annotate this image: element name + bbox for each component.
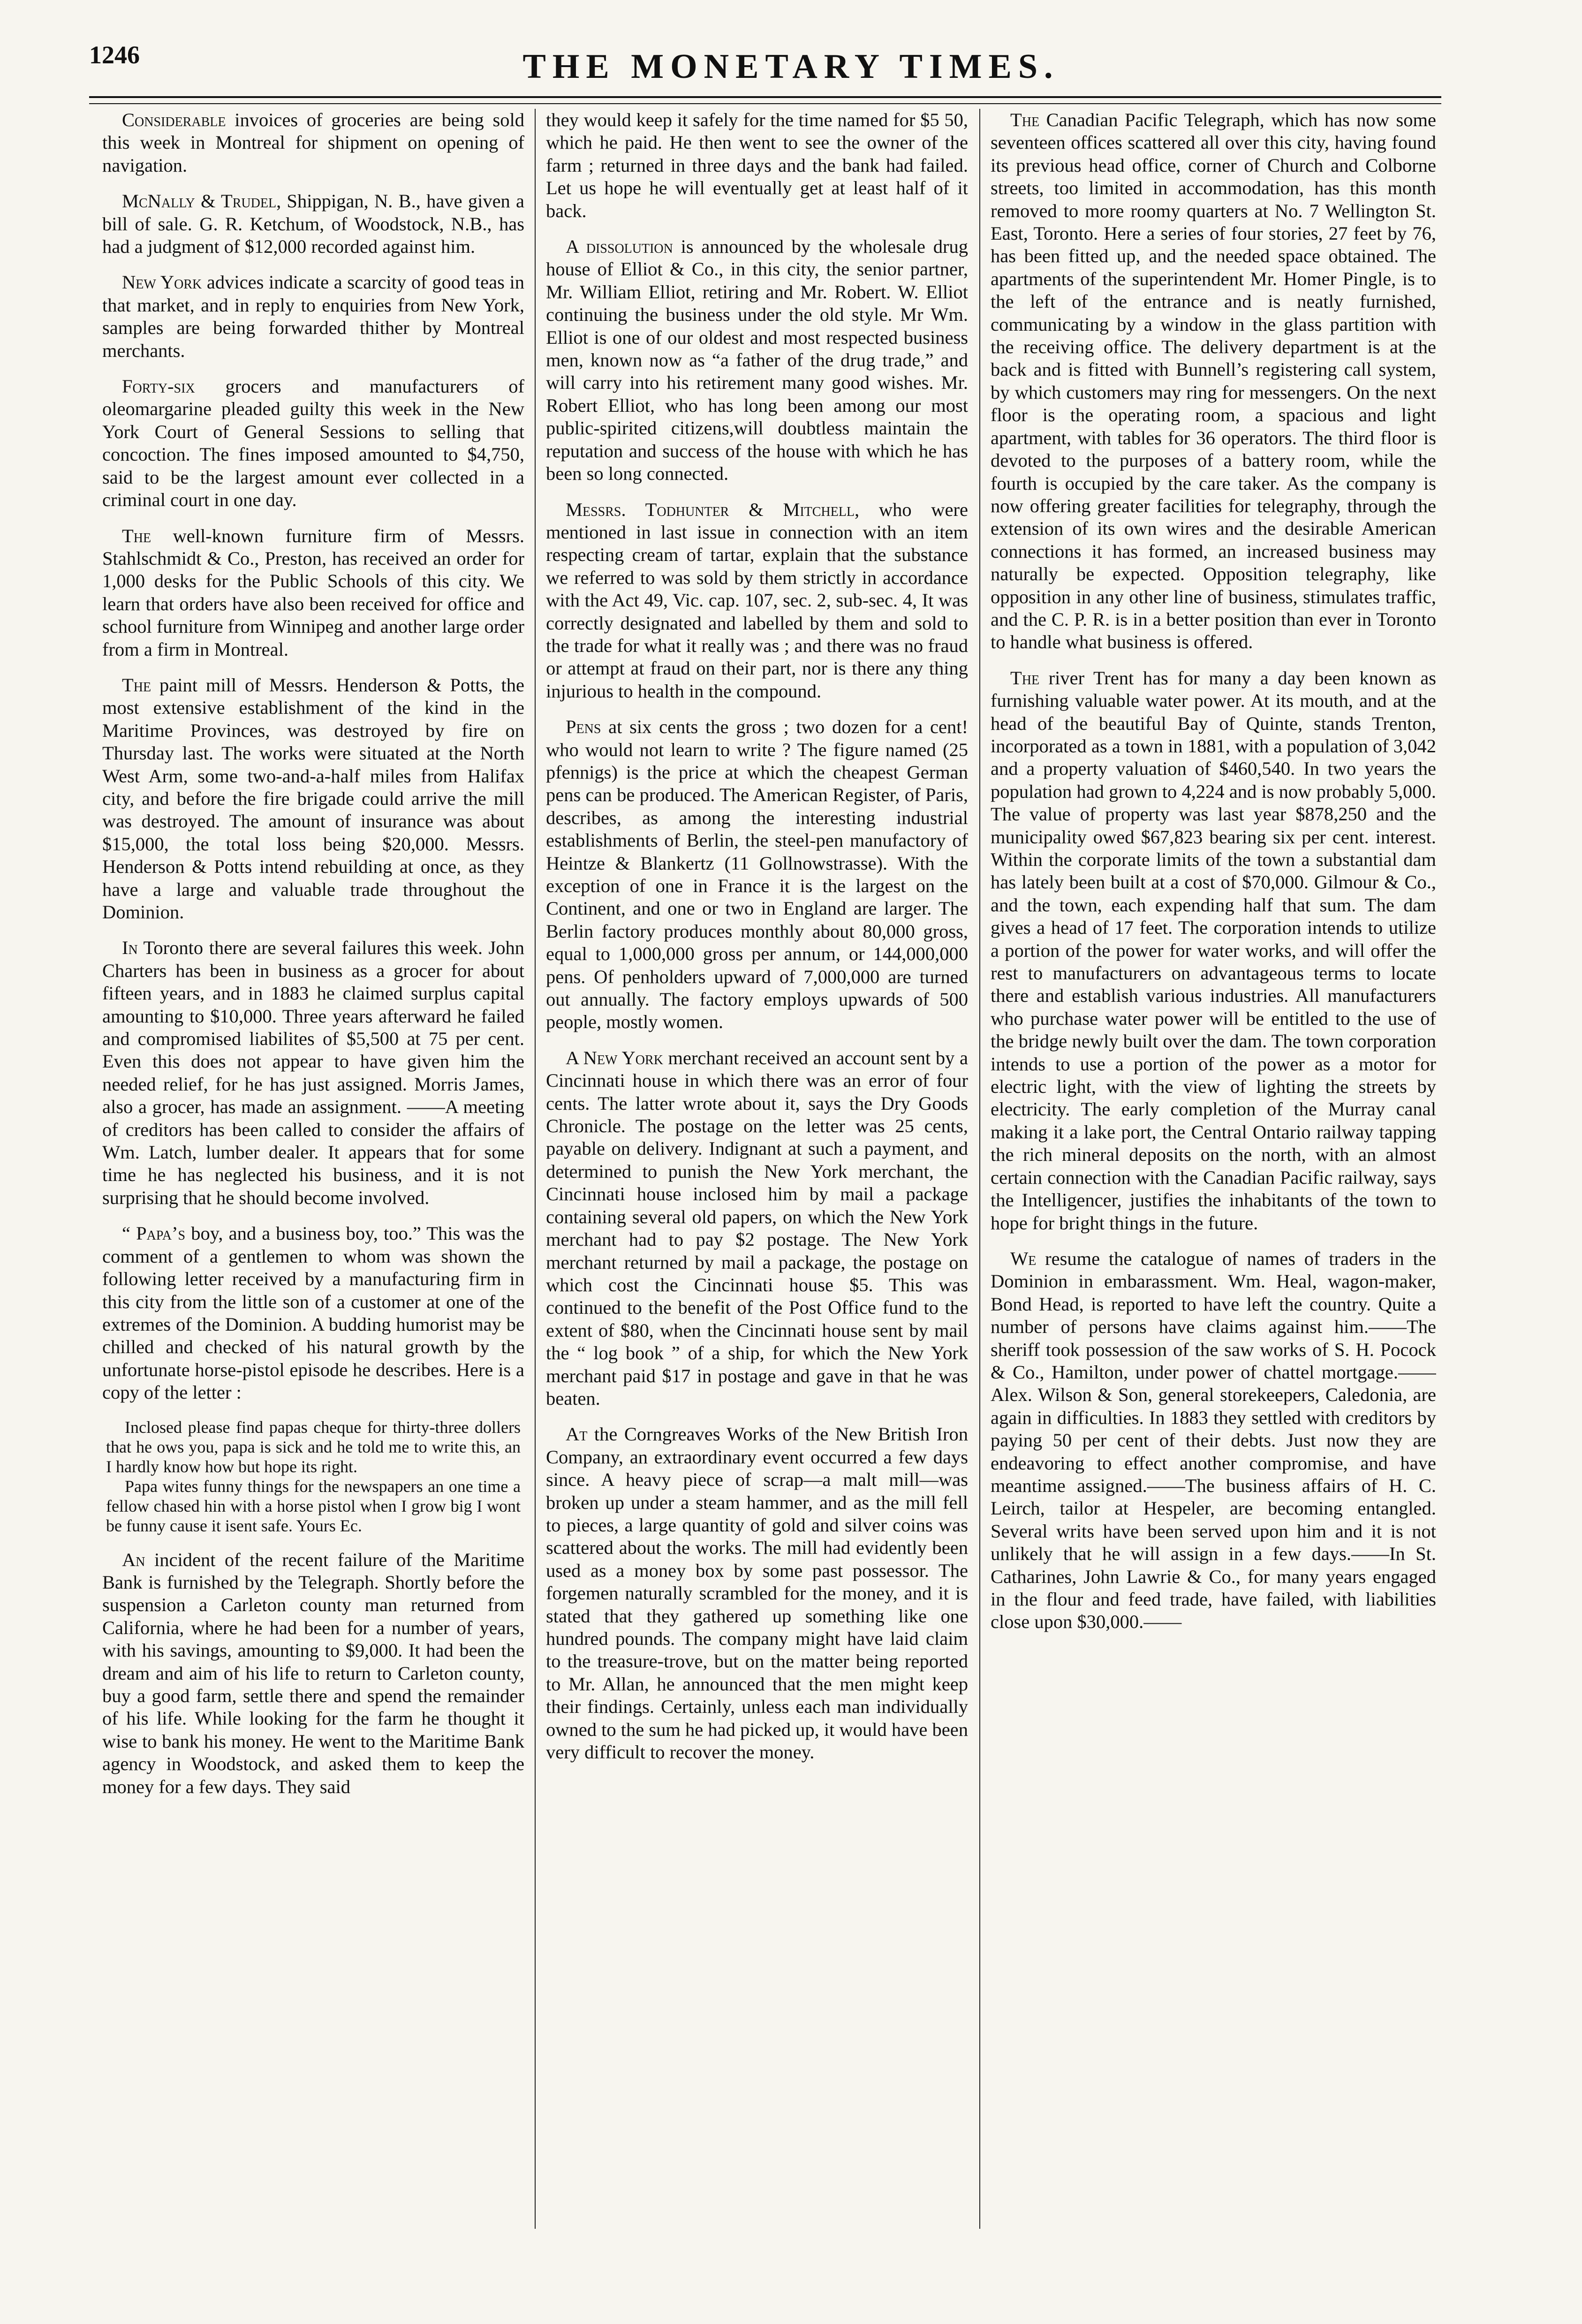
article-text: Canadian Pacific Telegraph, which has now some seventeen offices scattered all over this city, having found its previous head office, corner of Church and Colborne streets, too limited in accommodation, has this month removed to more roomy quarters at No. 7 Wellington St. East, Toronto. Here a series of four stories, 27 feet by 76, has been fitted up, and the needed space obtained. The apartments of the superintendent Mr. Homer Pingle, is to the left of the entrance and is neatly furnished, communicating by a window in the glass partition with the receiving office. The delivery department is at the back and is fitted with Bunnell’s registering call system, by which customers may ring for messengers. On the next floor is the operating room, a spacious and light apartment, with tables for 36 operators. The third floor is devoted to the purposes of a battery room, while the fourth is occupied by the care taker. As the company is now offering greater facilities for telegraphy, through the extension of its own wires and the desirable American connections it has formed, an increased business may naturally be expected. Opposition telegraphy, like opposition in any other line of business, stimulates traffic, and the C. P. R. is in a better position than ever in Toronto to handle what business is offered. xyxy=(991,109,1436,653)
article-text: incident of the recent failure of the Maritime Bank is furnished by the Telegraph. Shortly before the suspension a Carleton county man returned from California, where he had been for a number of years, with his savings, amounting to $9,000. It had been the dream and aim of his life to return to Carleton county, buy a good farm, settle there and spend the remainder of his life. While looking for the farm he thought it wise to bank his money. He went to the Maritime Bank agency in Woodstock, and asked them to keep the money for a few days. They said xyxy=(102,1549,524,1797)
header-rule-thin xyxy=(89,103,1441,104)
article-paragraph xyxy=(546,1047,968,1410)
article-lead: Forty-six xyxy=(122,376,195,397)
article-text: river Trent has for many a day been known as furnishing valuable water power. At its mouth, and at the head of the beautiful Bay of Quinte, stands Trenton, incorporated as a town in 1881, with a population of 3,042 and a property valuation of $460,540. In two years the population had grown to 4,224 and is now probably 5,000. The value of property was last year $878,250 and the municipality owed $67,823 bearing six per cent. interest. Within the corporate limits of the town a substantial dam has lately been built at a cost of $70,000. Gilmour & Co., and the town, each expending half that sum. The dam gives a head of 17 feet. The corporation intends to utilize a portion of the power for water works, and will offer the rest to manufacturers on advantageous terms to locate there and establish various industries. All manufacturers who purchase water power will be entitled to the use of the bridge newly built over the dam. The town corporation intends to use a portion of the power as a motor for electric light, with the view of lighting the streets by electricity. The early completion of the Murray canal making it a lake port, the Central Ontario railway tapping the rich mineral deposits on the north, with an almost certain connection with the Canadian Pacific railway, says the Intelligencer, justifies the inhabitants of the town to hope for bright things in the future. xyxy=(991,667,1436,1234)
article-paragraph xyxy=(102,937,524,1209)
article-lead: Pens xyxy=(566,716,601,738)
masthead-title: THE MONETARY TIMES. xyxy=(522,47,1060,86)
header-rule xyxy=(89,96,1441,98)
article-paragraph xyxy=(546,499,968,703)
article-paragraph xyxy=(102,271,524,362)
article-text: who were mentioned in last issue in connection with an item respecting cream of tartar, explain that the substance we referred to was sold by them strictly in accordance with the Act 49, Vic. cap. 107, sec. 2, sub-sec. 4, It was correctly designated and labelled by them and sold to the trade for what it really was ; and there was no fraud or attempt at fraud on their part, nor is there any thing injurious to health in the compound. xyxy=(546,499,968,702)
column-divider xyxy=(979,109,980,2229)
article-lead: We xyxy=(1010,1248,1037,1269)
article-lead: The xyxy=(1010,667,1040,689)
article-lead: New York xyxy=(122,272,202,293)
article-text: merchant received an account sent by a Cincinnati house in which there was an error of four cents. The latter wrote about it, says the Dry Goods Chronicle. The postage on the letter was 25 cents, payable on delivery. Indignant at such a payment, and determined to punish the New York merchant, the Cincinnati house inclosed him by mail a package containing several old papers, on which the New York merchant had to pay $2 postage. The New York merchant returned by mail a package, the postage on which cost the Cincinnati house $5. This was continued to the benefit of the Post Office fund to the extent of $80, when the Cincinnati house sent by mail the “ log book ” of a ship, for which the New York merchant paid $17 in postage and gave in that he was beaten. xyxy=(546,1047,968,1409)
article-text: grocers and manufacturers of oleomargarine pleaded guilty this week in the New York Court of General Sessions to selling that concoction. The fines imposed amounted to $4,750, said to be the largest amount ever collected in a criminal court in one day. xyxy=(102,376,524,511)
article-lead: “ Papa’s xyxy=(122,1223,186,1244)
article-paragraph xyxy=(546,1423,968,1764)
col1-tail-articles xyxy=(102,1549,524,1798)
article-paragraph xyxy=(991,1248,1436,1634)
article-paragraph xyxy=(991,667,1436,1234)
article-text: at six cents the gross ; two dozen for a cent! who would not learn to write ? The figure named (25 pfennigs) is the price at which the cheapest German pens can be produced. The American Register, of Paris, describes, as among the interesting industrial establishments of Berlin, the steel-pen manufactory of Heintze & Blankertz (11 Gollnowstrasse). With the exception of one in France it is the largest on the Continent, and one or two in England are larger. The Berlin factory produces monthly about 80,000 gross, equal to 1,000,000 gross per annum, or 144,000,000 pens. Of penholders upward of 7,000,000 are turned out annually. The factory employs upwards of 500 people, mostly women. xyxy=(546,716,968,1033)
article-paragraph xyxy=(991,109,1436,654)
column-2 xyxy=(546,109,968,2229)
article-lead: In xyxy=(122,937,138,959)
article-text: the Corngreaves Works of the New British Iron Company, an extraordinary event occurred a few days since. A heavy piece of scrap—a malt mill—was broken up under a steam hammer, and as the mill fell to pieces, a large quantity of gold and silver coins was scattered about the works. The mill had evidently been used as a money box by some past possessor. The forgemen naturally scrambled for the money, and it is stated that they gathered up something like one hundred pounds. The company might have laid claim to the treasure-trove, but on the matter being reported to Mr. Allan, he announced that the men might keep their findings. Certainly, unless each man individually owned to the sum he had picked up, it would have been very difficult to recover the money. xyxy=(546,1423,968,1763)
article-paragraph xyxy=(102,1222,524,1404)
article-paragraph xyxy=(102,375,524,511)
article-paragraph xyxy=(102,109,524,177)
article-text: Toronto there are several failures this week. John Charters has been in business as a grocer for about fifteen years, and in 1883 he claimed surplus capital amounting to $10,000. Three years afterward he failed and compromised liabilites of $5,500 at 75 per cent. Even this does not appear to have given him the needed relief, for he has just assigned. Morris James, also a grocer, has made an assignment. ——A meeting of creditors has been called to consider the affairs of Wm. Latch, lumber dealer. It appears that for some time he has neglected his business, and it is not surprising that he should become involved. xyxy=(102,937,524,1208)
article-lead: Messrs. Todhunter & Mitchell, xyxy=(566,499,860,520)
article-paragraph xyxy=(102,190,524,258)
article-lead: The xyxy=(122,525,151,546)
article-text: paint mill of Messrs. Henderson & Potts, the most extensive establishment of the kind in the Maritime Provinces, was destroyed by fire on Thursday last. The works were situated at the North West Arm, some two-and-a-half miles from Halifax city, and before the fire brigade could arrive the mill was destroyed. The amount of insurance was about $15,000, the total loss being $20,000. Messrs. Henderson & Potts intend rebuilding at once, as they have a large and valuable trade throughout the Dominion. xyxy=(102,674,524,923)
article-lead: An xyxy=(122,1549,145,1570)
letter-quote xyxy=(102,1417,524,1536)
article-paragraph xyxy=(102,1549,524,1798)
article-lead: A dissolution xyxy=(566,236,673,257)
column-divider xyxy=(535,109,536,2229)
column-1 xyxy=(102,109,524,2229)
article-paragraph xyxy=(102,525,524,661)
article-text: boy, and a business boy, too.” This was the comment of a gentlemen to whom was shown the following letter received by a manufacturing firm in this city from the little son of a customer at one of the extremes of the Dominion. A budding humorist may be chilled and checked of his natural growth by the unfortunate horse-pistol episode he describes. Here is a copy of the letter : xyxy=(102,1223,524,1403)
article-paragraph xyxy=(546,109,968,222)
article-text: is announced by the wholesale drug house of Elliot & Co., in this city, the senior partner, Mr. William Elliot, retiring and Mr. Robert. W. Elliot continuing the business under the old style. Mr Wm. Elliot is one of our oldest and most respected business men, known now as “a father of the drug trade,” and will carry into his retirement many good wishes. Mr. Robert Elliot, who has long been among our most public-spirited citizens,will doubtless maintain the reputation and success of the house with which he has been so long connected. xyxy=(546,236,968,484)
letter-line: Inclosed please find papas cheque for thirty-three dollers that he ows you, papa is sick and he told me to write this, an I hardly know how but hope its right. xyxy=(106,1417,521,1476)
article-text: advices indicate a scarcity of good teas in that market, and in reply to enquiries from New York, samples are being forwarded thither by Montreal merchants. xyxy=(102,272,524,361)
article-lead: McNally & Trudel, xyxy=(122,190,281,212)
col3-articles xyxy=(991,109,1436,1634)
article-paragraph xyxy=(546,716,968,1034)
page-number: 1246 xyxy=(89,41,140,69)
column-3 xyxy=(991,109,1436,2229)
article-text: invoices of groceries are being sold this week in Montreal for shipment on opening of navigation. xyxy=(102,109,524,176)
col1-articles xyxy=(102,109,524,1404)
article-lead: At xyxy=(566,1423,588,1445)
article-lead: The xyxy=(122,674,151,696)
article-text: they would keep it safely for the time named for $5 50, which he paid. He then went to see the owner of the farm ; returned in three days and the bank had failed. Let us hope he will eventually get at least half of it back. xyxy=(546,109,968,221)
article-lead: Considerable xyxy=(122,109,226,130)
article-text: Shippigan, N. B., have given a bill of sale. G. R. Ketchum, of Woodstock, N.B., has had a judgment of $12,000 recorded against him. xyxy=(102,190,524,257)
col2-articles xyxy=(546,109,968,1764)
article-paragraph xyxy=(102,674,524,924)
article-lead: The xyxy=(1010,109,1040,130)
article-paragraph xyxy=(546,235,968,485)
letter-line: Papa wites funny things for the newspapers an one time a fellow chased hin with a horse pistol when I grow big I wont be funny cause it isent safe. Yours Ec. xyxy=(106,1476,521,1535)
article-text: resume the catalogue of names of traders in the Dominion in embarassment. Wm. Heal, wagon-maker, Bond Head, is reported to have left the country. Quite a number of persons have claims against him.——The sheriff took possession of the saw works of S. H. Pocock & Co., Hamilton, under power of chattel mortgage.——Alex. Wilson & Son, general storekeepers, Caledonia, are again in difficulties. In 1883 they settled with creditors by paying 50 per cent of their debts. Just now they are endeavoring to effect another compromise, and have meantime assigned.——The business affairs of H. C. Leirch, tailor at Hespeler, are becoming entangled. Several writs have been served upon him and it is not unlikely that he will assign in a few days.——In St. Catharines, John Lawrie & Co., for many years engaged in the flour and feed trade, have failed, with liabilities close upon $30,000.—— xyxy=(991,1248,1436,1633)
article-lead: A New York xyxy=(566,1047,663,1068)
article-text: well-known furniture firm of Messrs. Stahlschmidt & Co., Preston, has received an order for 1,000 desks for the Public Schools of this city. We learn that orders have also been received for office and school furniture from Winnipeg and another large order from a firm in Montreal. xyxy=(102,525,524,660)
